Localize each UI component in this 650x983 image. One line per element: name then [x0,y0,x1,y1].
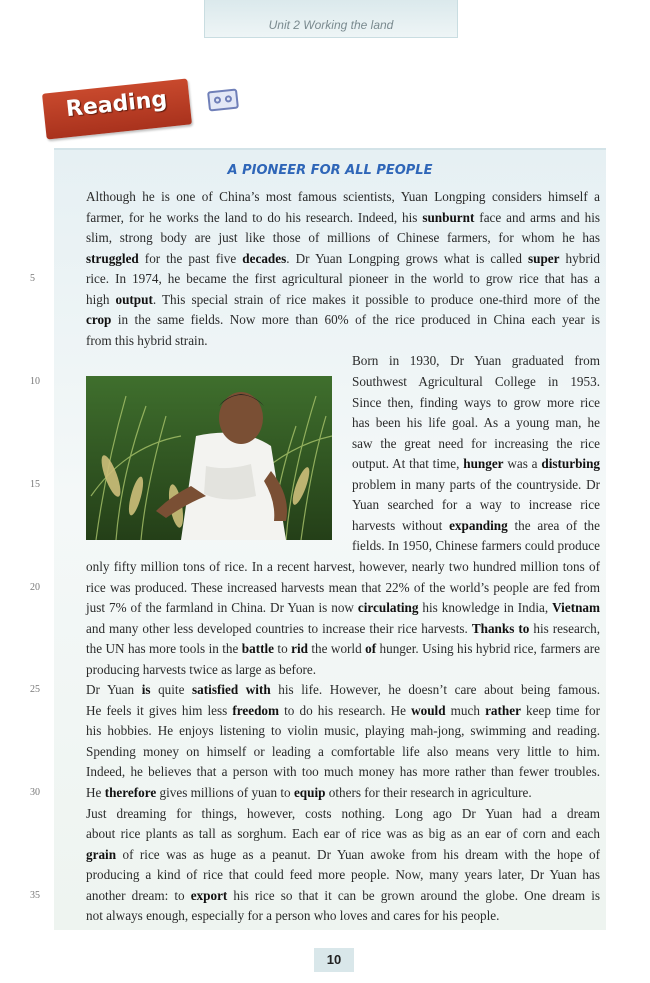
article-line [86,290,600,310]
article-line [86,824,600,844]
text-run: He [86,785,105,800]
article-line [86,310,600,330]
article-line [352,351,600,371]
vocab-word: expanding [449,517,508,533]
vocab-word: sunburnt [422,209,475,225]
text-run: others for their research in agriculture. [325,785,532,800]
article-title: A PIONEER FOR ALL PEOPLE [227,163,433,178]
vocab-word: disturbing [541,456,600,472]
vocab-word: export [190,887,228,903]
text-run: slim, strong body are just like those of millions of Chinese farmers, for whom he has [86,230,600,246]
vocab-word: hunger [463,456,504,472]
article-line [86,269,600,289]
article-line [86,578,600,598]
text-run: about rice plants as tall as sorghum. Each ear of rice was as big as an ear of corn and each [86,826,600,842]
vocab-word: super [527,250,560,266]
text-run: rice was produced. These increased harvests mean that 22% of the world’s people are fed from [86,579,600,595]
text-run: from this hybrid strain. [86,332,208,348]
text-run: to [274,641,292,657]
vocab-word: circulating [357,600,419,615]
text-run: was a [503,456,542,472]
article-line [86,187,600,207]
article-line [86,557,600,577]
text-run: to do his research. He [279,702,412,718]
text-run: Born in 1930, Dr Yuan graduated from [352,353,600,369]
text-run: his life. However, he doesn’t care about being famous. [270,682,601,698]
text-run: output. At that time, [352,456,464,472]
page-number: 10 [314,948,354,972]
text-run: hybrid [559,250,600,266]
article-line [86,228,600,248]
reading-badge-label: Reading [64,86,169,123]
article-line [352,393,600,413]
article-line [86,762,600,782]
vocab-word: is [141,682,151,698]
vocab-word: of [365,641,377,657]
text-run: just 7% of the farmland in China. Dr Yuan is now [86,600,358,615]
text-run: Spending money on himself or leading a comfortable life also means very little to him. [86,743,600,759]
line-number: 20 [30,581,40,593]
article-line [86,701,600,721]
text-run: Since then, finding ways to grow more rice [352,394,600,410]
article-line [352,454,600,474]
text-run: rice. In 1974, he became the first agricultural pioneer in the world to grow rice that has a [86,271,600,287]
vocab-word: grain [86,846,117,862]
article-line [352,536,600,556]
article-line [86,249,600,269]
text-run: harvests without [352,517,450,533]
text-run: the UN has more tools in the [86,641,242,657]
text-run: Although he is one of China’s most famous scientists, Yuan Longping considers himself a [86,189,600,204]
rice-field-photo [86,376,332,540]
vocab-word: would [411,702,446,718]
vocab-word: Vietnam [552,600,600,615]
article-line [86,660,600,680]
text-run: hunger. Using his hybrid rice, farmers are [376,641,600,657]
vocab-word: rid [291,641,308,657]
text-run: Yuan searched for a way to increase rice [352,497,600,513]
article-line [352,516,600,536]
article-line [86,208,600,228]
article-line [352,434,600,454]
vocab-word: therefore [104,785,157,800]
vocab-word: Thanks to [471,620,530,636]
text-run: his knowledge in India, [418,600,553,615]
line-number: 25 [30,684,40,696]
text-run: not always enough, especially for a person who loves and cares for his people. [86,908,500,924]
vocab-word: crop [86,312,112,328]
text-run: for the past five [138,250,243,266]
text-run: fields. In 1950, Chinese farmers could produce [352,538,600,554]
text-run: face and arms and his [474,209,600,225]
text-run: his hobbies. He enjoys listening to violin music, playing mah-jong, swimming and reading. [86,723,600,739]
text-run: the area of the [507,517,600,533]
line-number: 35 [30,889,40,901]
article-line [86,680,600,700]
text-run: saw the great need for increasing the rice [352,435,600,451]
text-run: producing a kind of rice that could feed more people. Now, many years later, Dr Yuan has [86,867,600,883]
article-line [352,495,600,515]
text-run: the world [307,641,366,657]
text-run: his research, [529,620,601,636]
vocab-word: freedom [232,702,280,718]
text-run: high [86,291,116,307]
article-line [86,804,600,824]
text-run: has been his life goal. As a young man, he [352,415,600,431]
text-run: gives millions of yuan to [156,785,294,800]
article-line [86,783,600,803]
text-run: another dream: to [86,887,191,903]
line-number: 30 [30,787,40,798]
article-line [86,721,600,741]
text-run: Indeed, he believes that a person with too much money has more rather than fewer troubles. [86,764,600,780]
text-run: of rice was as huge as a peanut. Dr Yuan awoke from his dream with the hope of [116,846,600,862]
vocab-word: output [115,291,153,307]
article-line [86,906,600,926]
text-run: keep time for [520,702,600,718]
text-run: Just dreaming for things, however, costs nothing. Long ago Dr Yuan had a dream [86,805,600,821]
article-line [86,886,600,906]
text-run: quite [150,682,193,698]
text-run: . Dr Yuan Longping grows what is called [286,250,528,266]
text-run: producing harvests twice as large as before. [86,661,317,677]
vocab-word: rather [485,702,521,718]
text-run: only fifty million tons of rice. In a recent harvest, however, nearly two hundred million tons of [86,558,600,574]
text-run: Dr Yuan [86,682,142,698]
text-run: farmer, for he works the land to do his research. Indeed, his [86,209,423,225]
text-run: He feels it gives him less [86,702,233,718]
unit-title: Unit 2 Working the land [268,18,394,32]
unit-header-tab [204,0,458,38]
text-run: . This special strain of rice makes it possible to produce one-third more of the [152,291,600,307]
article-line [352,475,600,495]
text-run: in the same fields. Now more than 60% of the rice produced in China each year is [111,312,600,328]
text-run: and many other less developed countries to increase their rice harvests. [86,620,472,636]
article-line [352,413,600,433]
article-line [86,865,600,885]
article-line [86,845,600,865]
vocab-word: decades [242,250,287,266]
article-line [86,742,600,762]
reading-badge [42,78,192,139]
vocab-word: satisfied with [192,682,271,698]
line-number: 5 [30,273,35,285]
article-line [352,372,600,392]
line-number: 15 [30,478,40,490]
vocab-word: struggled [86,250,139,266]
article-line [86,331,600,351]
article-line [86,598,600,618]
article-line [86,639,600,659]
text-run: much [445,702,486,718]
cassette-tape-icon[interactable] [207,88,239,111]
text-run: problem in many parts of the countryside. Dr [352,476,600,492]
line-number: 10 [30,376,40,387]
text-run: Southwest Agricultural College in 1953. [352,374,600,389]
photo-illustration [86,376,332,540]
vocab-word: equip [293,785,326,800]
article-line [86,619,600,639]
vocab-word: battle [241,641,275,657]
text-run: his rice so that it can be grown around the globe. One dream is [227,887,601,903]
